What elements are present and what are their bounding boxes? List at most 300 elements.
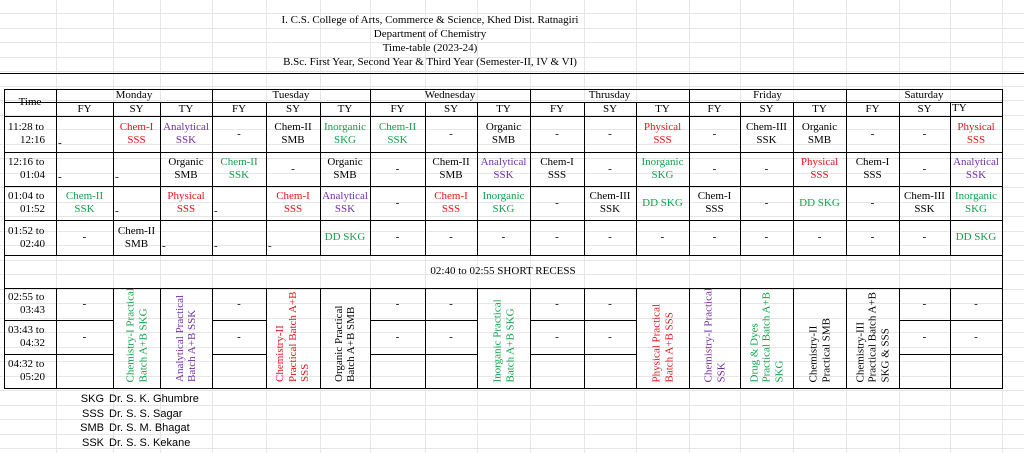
cell-text: SMB	[124, 237, 149, 250]
year-header: TY	[812, 102, 827, 115]
cell-text: SKG	[492, 203, 515, 215]
cell-text: Analytical	[480, 156, 527, 168]
year-header: SY	[759, 102, 774, 115]
cell-text: -	[237, 127, 241, 140]
header-divider	[0, 73, 1024, 74]
cell-text: SSS	[863, 169, 882, 181]
practical-divider	[370, 320, 425, 321]
practical-cell	[689, 288, 740, 388]
practical-line: Chemistry-II	[807, 325, 819, 382]
practical-dash: -	[555, 297, 559, 310]
practical-cell	[740, 288, 793, 388]
time-slot-label	[4, 220, 56, 255]
day-header-saturday: Saturday	[904, 89, 944, 101]
cell-text: -	[449, 231, 453, 243]
schedule-cell	[113, 116, 160, 152]
schedule-cell	[56, 220, 113, 255]
day-header-tuesday: Tuesday	[272, 89, 310, 101]
cell-text: -	[608, 127, 612, 140]
schedule-cell	[160, 152, 212, 186]
cell-text: Chem-II	[117, 224, 156, 237]
practical-divider	[212, 354, 266, 355]
schedule-cell	[113, 186, 160, 220]
cell-text: DD SKG	[642, 196, 683, 209]
cell-text: SSS	[966, 134, 986, 146]
cell-text: Chem-I	[540, 156, 574, 168]
practical-line: Batch A+B SMB	[345, 306, 357, 382]
practical-dash: -	[922, 297, 927, 310]
cell-text: SSK	[175, 134, 197, 146]
schedule-cell	[56, 152, 113, 186]
cell-text: -	[395, 196, 400, 209]
cell-text: SSK	[493, 169, 514, 181]
cell-text: Analytical	[322, 190, 368, 202]
schedule-cell	[846, 220, 899, 255]
cell-text: -	[764, 196, 769, 209]
sheet-gridline	[0, 71, 1024, 72]
practical-dash: -	[237, 297, 241, 310]
cell-text: DD SKG	[799, 196, 840, 209]
cell-text: -	[764, 231, 769, 243]
time-text: 01:04 to	[8, 190, 45, 202]
year-header: TY	[655, 102, 670, 115]
time-text: 02:55 to	[8, 291, 45, 303]
cell-text: Chem-III	[746, 121, 787, 133]
schedule-cell	[266, 186, 320, 220]
cell-text: -	[395, 231, 400, 243]
cell-text: -	[660, 231, 665, 243]
cell-text: -	[870, 231, 875, 243]
cell-text: SMB	[807, 134, 832, 146]
cell-text: -	[115, 205, 119, 217]
cell-text: -	[268, 240, 272, 252]
schedule-cell	[425, 186, 477, 220]
cell-text: SMB	[281, 134, 305, 146]
cell-text: -	[922, 162, 927, 175]
time-text: 05:20	[20, 371, 46, 383]
year-header: SY	[602, 102, 618, 115]
cell-text: SSK	[599, 203, 621, 215]
practical-line: SKG	[772, 359, 785, 382]
schedule-cell	[530, 116, 584, 152]
key-name: Dr. S. S. Kekane	[109, 436, 191, 449]
day-header-friday: Friday	[753, 89, 782, 101]
cell-text: Physical	[167, 190, 205, 202]
practical-divider	[584, 354, 636, 355]
cell-text: SMB	[174, 169, 198, 181]
schedule-cell	[689, 152, 740, 186]
practical-cell	[320, 288, 370, 388]
cell-text: SSS	[441, 203, 461, 215]
header-line: B.Sc. First Year, Second Year & Third Year (Semester-II, IV & VI)	[283, 56, 577, 68]
schedule-cell	[370, 186, 425, 220]
schedule-cell	[689, 220, 740, 255]
schedule-cell	[477, 220, 530, 255]
cell-text: Organic	[168, 156, 204, 168]
cell-text: Chem-II	[274, 121, 312, 133]
key-code: SSS	[81, 407, 104, 420]
schedule-cell	[477, 152, 530, 186]
practical-dash: -	[395, 330, 400, 343]
cell-text: DD SKG	[324, 231, 366, 243]
table-right-border	[1002, 89, 1003, 389]
cell-text: Analytical	[163, 121, 209, 133]
recess-label: 02:40 to 02:55 SHORT RECESS	[430, 265, 576, 277]
schedule-cell	[266, 220, 320, 255]
cell-text: -	[449, 127, 453, 140]
practical-divider	[425, 320, 477, 321]
cell-text: SKG	[964, 203, 987, 215]
cell-text: -	[115, 171, 119, 183]
schedule-cell	[740, 220, 793, 255]
schedule-cell	[266, 116, 320, 152]
schedule-cell	[160, 186, 212, 220]
schedule-cell	[846, 186, 899, 220]
cell-text: -	[214, 205, 218, 217]
practical-line: Inorganic Practical	[491, 298, 503, 382]
time-text: 03:43 to	[8, 324, 45, 336]
schedule-cell	[477, 186, 530, 220]
cell-text: Chem-II	[65, 190, 104, 202]
cell-text: Organic	[485, 121, 522, 133]
practical-text	[320, 288, 370, 388]
year-header: SY	[129, 102, 144, 115]
schedule-cell	[793, 186, 846, 220]
schedule-cell	[320, 152, 370, 186]
cell-text: -	[291, 162, 295, 175]
time-text: 01:04	[20, 169, 46, 181]
cell-text: SMB	[333, 169, 357, 181]
practical-cell	[477, 288, 530, 388]
schedule-cell	[636, 186, 689, 220]
schedule-cell	[212, 220, 266, 255]
cell-text: Chem-I	[855, 156, 890, 168]
schedule-cell	[370, 152, 425, 186]
schedule-cell	[793, 116, 846, 152]
practical-dash: -	[608, 297, 612, 310]
practical-divider	[530, 320, 584, 321]
practical-dash: -	[82, 330, 87, 343]
practical-text	[793, 288, 846, 388]
year-header: FY	[231, 102, 247, 115]
practical-divider	[950, 354, 1002, 355]
cell-text: -	[58, 137, 62, 149]
schedule-cell	[899, 152, 950, 186]
practical-divider	[950, 320, 1002, 321]
practical-time-label	[4, 320, 56, 354]
practical-dash: -	[974, 297, 978, 310]
schedule-cell	[950, 220, 1002, 255]
time-text: 12:16	[20, 134, 46, 146]
cell-text: -	[555, 127, 559, 140]
schedule-cell	[846, 152, 899, 186]
cell-text: SSK	[334, 203, 356, 215]
practical-line: Chemistry-II	[274, 325, 287, 382]
cell-text: SSK	[965, 169, 987, 181]
cell-text: SSK	[387, 134, 408, 146]
cell-text: -	[817, 231, 822, 243]
schedule-cell	[266, 152, 320, 186]
cell-text: Analytical	[953, 156, 999, 168]
cell-text: -	[501, 231, 506, 243]
cell-text: -	[395, 162, 400, 175]
year-header: SY	[285, 102, 301, 115]
year-header: TY	[952, 102, 967, 114]
schedule-cell	[160, 116, 212, 152]
schedule-cell	[740, 116, 793, 152]
schedule-cell	[425, 116, 477, 152]
day-header-thrusday: Thrusday	[588, 89, 631, 101]
practical-text	[160, 288, 212, 388]
cell-text: Chem-I	[276, 190, 310, 202]
schedule-cell	[740, 152, 793, 186]
time-text: 12:16 to	[8, 156, 45, 168]
schedule-cell	[584, 116, 636, 152]
schedule-cell	[212, 152, 266, 186]
cell-text: SSK	[74, 203, 95, 215]
time-slot-label	[4, 116, 56, 152]
schedule-cell	[899, 220, 950, 255]
time-text: 11:28 to	[8, 121, 44, 133]
practical-dash: -	[237, 330, 241, 343]
practical-divider	[425, 354, 477, 355]
header-line: Time-table (2023-24)	[382, 42, 478, 54]
practical-text	[113, 288, 160, 388]
schedule-cell	[160, 220, 212, 255]
practical-divider	[370, 354, 425, 355]
cell-text: Chem-I	[697, 190, 732, 202]
schedule-cell	[899, 116, 950, 152]
schedule-cell	[320, 186, 370, 220]
practical-line: Physical Practical	[650, 303, 662, 382]
schedule-cell	[477, 116, 530, 152]
schedule-cell	[56, 186, 113, 220]
time-text: 04:32	[20, 337, 46, 349]
schedule-cell	[636, 220, 689, 255]
practical-line: Chemistry-I Practical	[702, 288, 714, 382]
practical-dash: -	[82, 297, 87, 310]
time-slot-label	[4, 186, 56, 220]
schedule-cell	[740, 186, 793, 220]
cell-text: -	[162, 240, 166, 252]
practical-line: Practical SMB	[819, 317, 832, 382]
year-header: TY	[178, 102, 194, 115]
schedule-cell	[793, 152, 846, 186]
year-header: FY	[77, 102, 92, 115]
cell-text: Physical	[643, 121, 682, 133]
year-header: TY	[337, 102, 353, 115]
practical-line: SKG & SSS	[878, 327, 891, 382]
practical-line: Drug & Dyes	[747, 322, 760, 382]
key-code: SMB	[80, 422, 104, 434]
header-line: Department of Chemistry	[373, 28, 487, 40]
cell-text: Organic	[327, 156, 363, 168]
schedule-cell	[530, 186, 584, 220]
key-name: Dr. S. K. Ghumbre	[109, 393, 199, 405]
practical-line: Batch A+B SKG	[136, 307, 149, 382]
cell-text: Inorganic	[641, 156, 684, 168]
practical-line: Chemistry-I Practical	[124, 288, 136, 382]
practical-line: Practical Batch A+B	[286, 291, 299, 382]
cell-text: SKG	[651, 169, 674, 181]
practical-line: Chemistry-III	[853, 321, 866, 382]
practical-divider	[530, 354, 584, 355]
schedule-cell	[212, 186, 266, 220]
cell-text: Chem-II	[432, 156, 470, 168]
schedule-cell	[530, 152, 584, 186]
cell-text: DD SKG	[955, 231, 997, 243]
cell-text: -	[555, 196, 559, 209]
key-code: SKG	[80, 393, 104, 405]
sheet-gridline	[0, 390, 1024, 391]
practical-dash: -	[555, 330, 559, 343]
cell-text: SMB	[491, 134, 516, 146]
practical-text	[266, 288, 320, 388]
schedule-cell	[636, 152, 689, 186]
schedule-cell	[584, 152, 636, 186]
cell-text: -	[922, 127, 927, 140]
schedule-cell	[212, 116, 266, 152]
sheet-gridline	[0, 86, 1024, 87]
schedule-cell	[370, 220, 425, 255]
header-line: I. C.S. College of Arts, Commerce & Science, Khed Dist. Ratnagiri	[281, 14, 579, 26]
practical-line: Batch A+B SKG	[503, 307, 516, 382]
cell-text: -	[58, 171, 62, 183]
year-header: FY	[865, 102, 880, 115]
key-name: Dr. S. S. Sagar	[109, 407, 183, 420]
time-text: 01:52	[20, 203, 46, 215]
schedule-cell	[56, 116, 113, 152]
schedule-cell	[950, 152, 1002, 186]
practical-time-label	[4, 354, 56, 388]
year-header: SY	[917, 102, 932, 115]
year-header: FY	[390, 102, 405, 115]
time-text: 04:32 to	[8, 358, 45, 370]
practical-text	[689, 288, 740, 388]
schedule-cell	[846, 116, 899, 152]
cell-text: Inorganic	[324, 121, 366, 133]
schedule-cell	[636, 116, 689, 152]
time-slot-label	[4, 152, 56, 186]
schedule-cell	[950, 186, 1002, 220]
cell-text: SSK	[228, 169, 250, 181]
cell-text: -	[712, 127, 717, 140]
schedule-cell	[425, 220, 477, 255]
recess-top-border	[4, 255, 1002, 256]
practical-line: Practical Batch A+B	[866, 291, 879, 382]
key-code: SSK	[81, 436, 104, 449]
cell-text: Chem-II	[220, 156, 258, 168]
practical-cell	[793, 288, 846, 388]
schedule-cell	[113, 220, 160, 255]
cell-text: -	[712, 231, 717, 243]
cell-text: SKG	[333, 134, 356, 146]
year-header: TY	[496, 102, 511, 115]
practical-line: SSK	[714, 361, 727, 382]
time-text: 02:40	[20, 237, 46, 250]
cell-text: SSS	[810, 169, 829, 181]
schedule-cell	[584, 220, 636, 255]
cell-text: SSS	[547, 169, 567, 181]
time-text: 01:52 to	[8, 224, 45, 237]
practical-dash: -	[449, 330, 453, 343]
cell-text: SSS	[283, 203, 303, 215]
cell-text: -	[214, 240, 218, 252]
cell-text: -	[922, 231, 927, 243]
cell-text: Chem-II	[378, 121, 417, 133]
practical-dash: -	[395, 297, 400, 310]
schedule-cell	[689, 116, 740, 152]
cell-text: SSS	[705, 203, 724, 215]
schedule-cell	[793, 220, 846, 255]
year-header: FY	[549, 102, 565, 115]
schedule-cell	[584, 186, 636, 220]
cell-text: -	[764, 162, 769, 175]
practical-text	[477, 288, 530, 388]
practical-divider	[56, 354, 113, 355]
day-header-monday: Monday	[115, 89, 153, 101]
cell-text: -	[82, 231, 87, 243]
practical-text	[636, 288, 689, 388]
cell-text: SSK	[914, 203, 935, 215]
cell-text: Chem-I	[434, 190, 468, 202]
cell-text: -	[870, 127, 875, 140]
practical-time-label	[4, 288, 56, 320]
practical-line: Batch A+B SSK	[186, 309, 198, 382]
practical-text	[740, 288, 793, 388]
schedule-cell	[899, 186, 950, 220]
cell-text: SMB	[439, 169, 463, 181]
cell-text: Inorganic	[482, 190, 525, 202]
key-name: Dr. S. M. Bhagat	[109, 422, 190, 434]
schedule-cell	[320, 116, 370, 152]
practical-dash: -	[449, 297, 453, 310]
practical-cell	[113, 288, 160, 388]
practical-line: Analytical Practical	[173, 294, 186, 382]
cell-text: -	[608, 231, 612, 243]
cell-text: Chem-III	[589, 190, 631, 202]
year-header: FY	[707, 102, 722, 115]
practical-cell	[266, 288, 320, 388]
cell-text: SSS	[176, 203, 196, 215]
table-bottom-border	[4, 388, 1002, 389]
practical-divider	[584, 320, 636, 321]
cell-text: SSS	[653, 134, 672, 146]
practical-text	[846, 288, 899, 388]
practical-divider	[899, 320, 950, 321]
cell-text: Organic	[801, 121, 838, 133]
schedule-cell	[950, 116, 1002, 152]
practical-cell	[636, 288, 689, 388]
time-text: 03:43	[20, 304, 46, 316]
schedule-cell	[530, 220, 584, 255]
practical-line: Organic Practical	[332, 305, 345, 382]
practical-divider	[56, 320, 113, 321]
practical-divider	[212, 320, 266, 321]
cell-text: SSS	[127, 134, 146, 146]
cell-text: Chem-I	[119, 121, 154, 133]
practical-dash: -	[974, 330, 978, 343]
year-header: SY	[443, 102, 459, 115]
cell-text: -	[870, 196, 875, 209]
cell-text: Inorganic	[955, 190, 997, 202]
practical-dash: -	[608, 330, 612, 343]
schedule-cell	[689, 186, 740, 220]
schedule-cell	[320, 220, 370, 255]
cell-text: Physical	[957, 121, 995, 133]
time-header: Time	[18, 96, 42, 108]
practical-line: Batch A+B SSS	[662, 311, 675, 382]
